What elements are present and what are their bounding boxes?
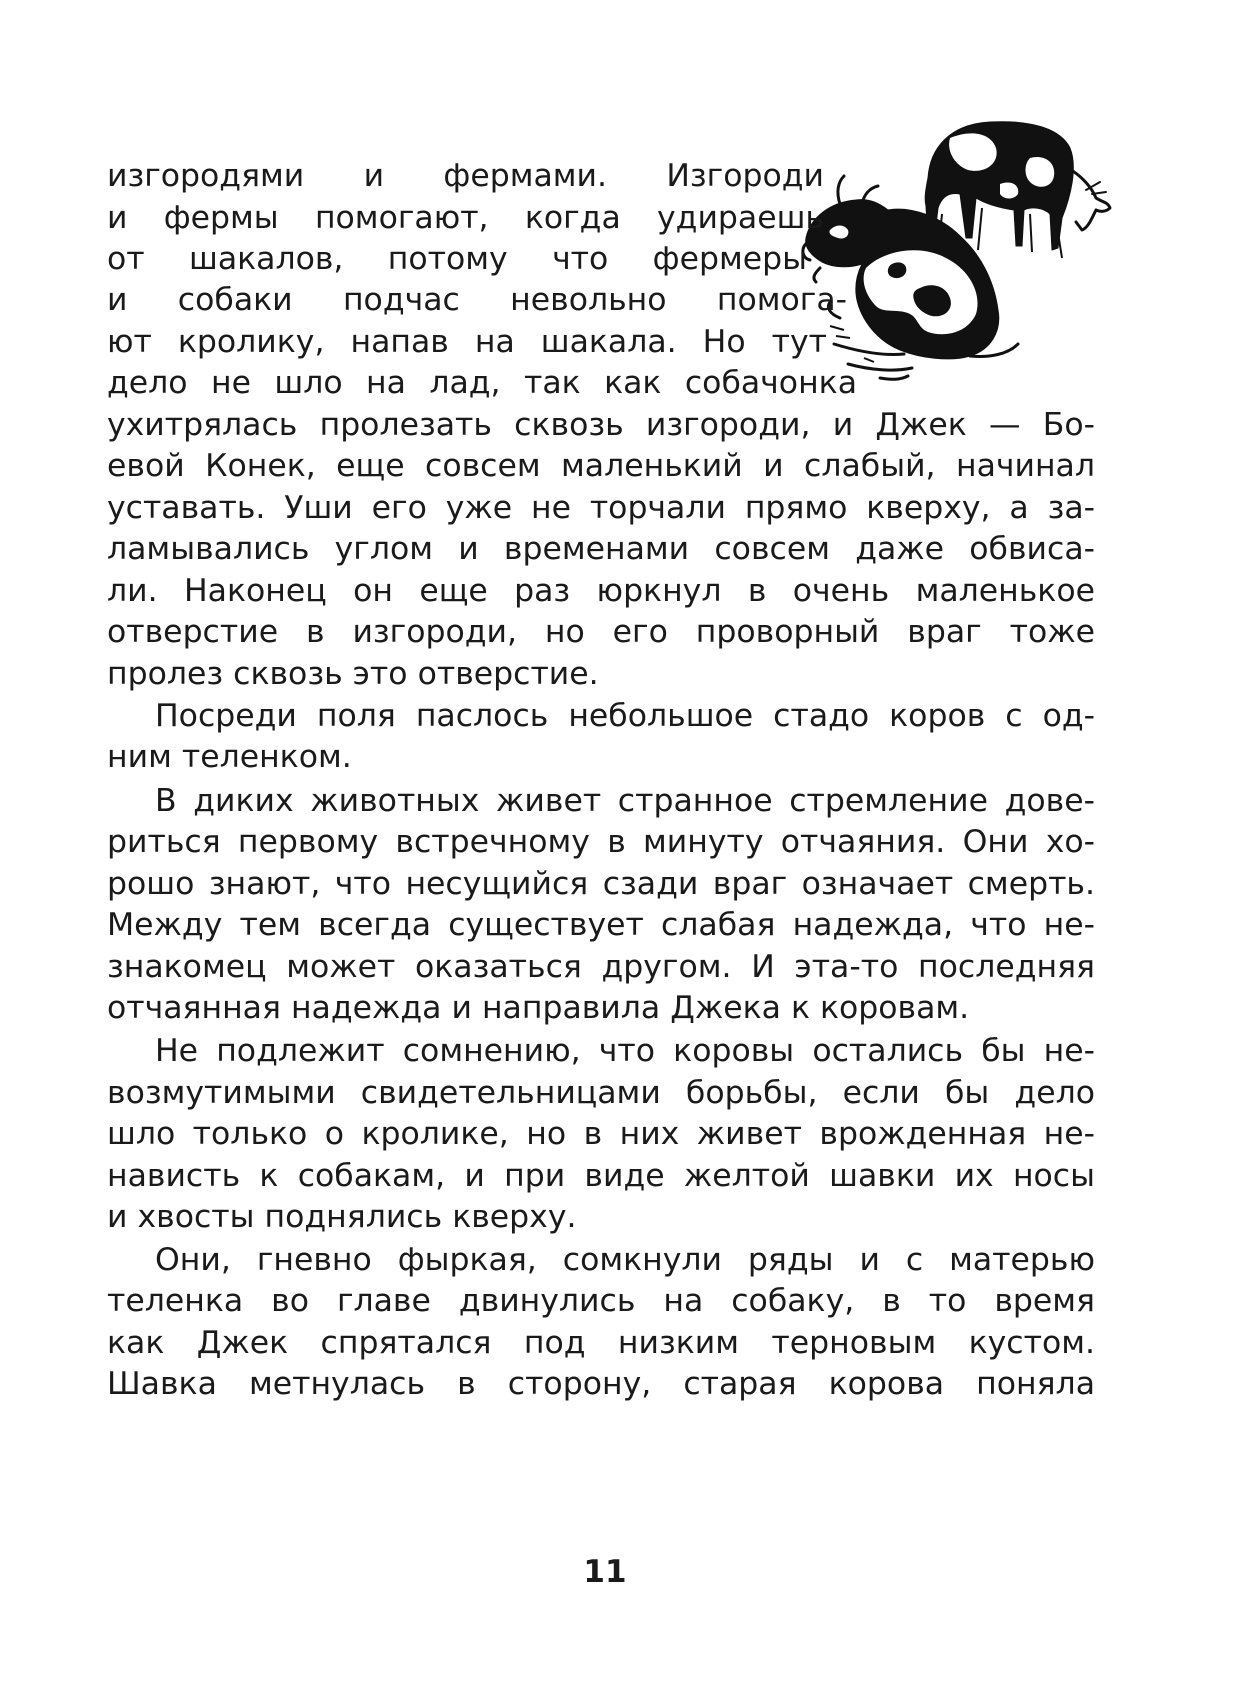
text-line: отчаянная надежда и направила Джека к коровам. <box>107 990 970 1026</box>
text-line: изгородями и фермами. Изгороди <box>107 158 824 194</box>
text-line: евой Конек, еще совсем маленький и слабый, начинал <box>107 448 1095 484</box>
text-line: Между тем всегда существует слабая надежда, что не- <box>107 907 1095 943</box>
text-line: нависть к собакам, и при виде желтой шавки их носы <box>107 1158 1095 1194</box>
text-line: отверстие в изгороди, но его проворный враг тоже <box>107 614 1095 650</box>
text-line: ухитрялась пролезать сквозь изгороди, и Джек — Бо- <box>107 407 1095 443</box>
text-line: и собаки подчас невольно помога- <box>107 282 847 318</box>
text-line: и хвосты поднялись кверху. <box>107 1199 577 1235</box>
text-line: Шавка метнулась в сторону, старая корова поняла <box>107 1366 1095 1402</box>
text-line: теленка во главе двинулись на собаку, в то время <box>107 1283 1095 1319</box>
paragraph-start: Они, гневно фыркая, сомкнули ряды и с матерью <box>155 1242 1095 1278</box>
text-line: ним теленком. <box>107 739 352 775</box>
text-line: пролез сквозь это отверстие. <box>107 656 599 692</box>
text-line: уставать. Уши его уже не торчали прямо кверху, а за- <box>107 490 1095 526</box>
text-line: знакомец может оказаться другом. И эта-то последняя <box>107 949 1095 985</box>
paragraph-start: Не подлежит сомнению, что коровы остались бы не- <box>155 1033 1095 1069</box>
paragraph-start: В диких животных живет странное стремление дове- <box>155 783 1095 819</box>
text-line: как Джек спрятался под низким терновым кустом. <box>107 1325 1095 1361</box>
text-line: риться первому встречному в минуту отчаяния. Они хо- <box>107 824 1095 860</box>
text-line: возмутимыми свидетельницами борьбы, если бы дело <box>107 1075 1095 1111</box>
text-line: дело не шло на лад, так как собачонка <box>107 365 857 401</box>
text-line: ли. Наконец он еще раз юркнул в очень маленькое <box>107 573 1095 609</box>
text-line: и фермы помогают, когда удираешь <box>107 200 824 236</box>
page-number: 11 <box>583 1554 627 1590</box>
paragraph-start: Посреди поля паслось небольшое стадо коров с од- <box>155 698 1095 734</box>
text-line: ламывались углом и временами совсем даже обвиса- <box>107 531 1095 567</box>
text-line: от шакалов, потому что фермеры <box>107 241 807 277</box>
text-line: шло только о кролике, но в них живет врожденная не- <box>107 1116 1095 1152</box>
text-line: ют кролику, напав на шакала. Но тут <box>107 324 827 360</box>
text-line: рошо знают, что несущийся сзади враг означает смерть. <box>107 866 1095 902</box>
